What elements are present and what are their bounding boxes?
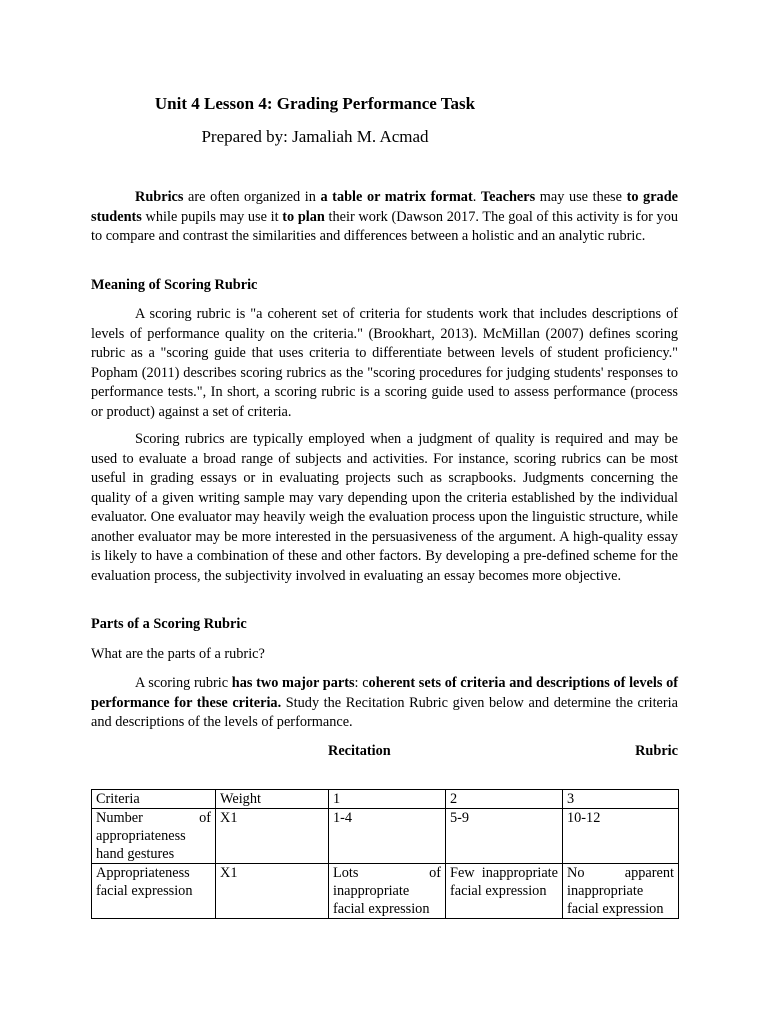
intro-term-rubrics: Rubrics [135,189,184,205]
intro-text-5: their work (Dawson 2017. The goal of this activity is for you to compare and contrast the similarities and differences between a holistic and an analytic rubric. [91,208,678,244]
heading-parts: Parts of a Scoring Rubric [91,616,247,632]
table-header-cell: 2 [446,790,563,809]
parts-paragraph [91,674,678,733]
intro-paragraph [91,188,678,247]
parts-question: What are the parts of a rubric? [91,646,265,662]
table-cell: No apparent inappropriate facial expression [563,864,679,919]
parts-text-2: : c [354,675,369,691]
document-title: Unit 4 Lesson 4: Grading Performance Task [154,94,476,113]
intro-text-1: are often organized in [183,189,321,205]
table-row [92,864,679,919]
intro-term-table: a table or matrix format [320,189,473,205]
table-cell: Few inappropriate facial expression [446,864,563,919]
intro-text-3: may use these [535,189,627,205]
table-header-cell: Criteria [92,790,216,809]
parts-text-1: A scoring rubric [135,675,232,691]
parts-term-major: has two major parts [231,675,355,691]
parts-text-3: Study the Recitation Rubric given below and determine the criteria and descriptions of the levels of performance. [91,694,678,730]
table-cell: Lots of inappropriate facial expression [329,864,446,919]
intro-term-grade: to grade students [91,189,678,225]
rubric-caption-left: Recitation [328,743,391,759]
intro-text-4: while pupils may use it [141,208,283,225]
table-cell: Number of appropriateness hand gestures [92,809,216,864]
table-cell: X1 [216,809,329,864]
recitation-rubric-table [91,789,679,919]
table-cell: 10-12 [563,809,679,864]
table-row [92,809,679,864]
table-header-row [92,790,679,809]
rubric-caption-right: Rubric [635,743,678,759]
table-cell: X1 [216,864,329,919]
parts-term-criteria: oherent sets of criteria and descriptions of levels of performance for these criteria. [91,675,679,711]
table-cell: Appropriateness facial expression [92,864,216,919]
prepared-by: Prepared by: Jamaliah M. Acmad [201,127,429,146]
intro-term-teachers: Teachers [480,189,536,205]
table-header-cell: Weight [216,790,329,809]
intro-term-plan: to plan [282,208,325,225]
meaning-paragraph-2: Scoring rubrics are typically employed when a judgment of quality is required and may be used to evaluate a broad range of subjects and activities. For instance, scoring rubrics can be most useful in grading essays or in evaluating projects such as scrapbooks. Judgments concerning the quality of a given writing sample may vary depending upon the criteria established by the individual evaluator. One evaluator may heavily weigh the evaluation process upon the linguistic structure, while another evaluator may be more interested in the persuasiveness of the argument. A high-quality essay is likely to have a combination of these and other factors. By developing a pre-defined scheme for the evaluation process, the subjectivity involved in evaluating an essay becomes more objective. [91,431,678,584]
table-header-cell: 1 [329,790,446,809]
meaning-paragraph-1: A scoring rubric is "a coherent set of criteria for students work that includes descriptions of levels of performance quality on the criteria." (Brookhart, 2013). McMillan (2007) defines scoring rubric as a "scoring guide that uses criteria to differentiate between levels of student proficiency." Popham (2011) describes scoring rubrics as the "scoring procedures for judging students' responses to performance tests.", In short, a scoring rubric is a scoring guide used to assess performance (process or product) against a set of criteria. [91,306,678,420]
table-cell: 5-9 [446,809,563,864]
table-header-cell: 3 [563,790,679,809]
intro-text-2: . [472,189,481,205]
table-cell: 1-4 [329,809,446,864]
heading-meaning: Meaning of Scoring Rubric [91,277,258,293]
